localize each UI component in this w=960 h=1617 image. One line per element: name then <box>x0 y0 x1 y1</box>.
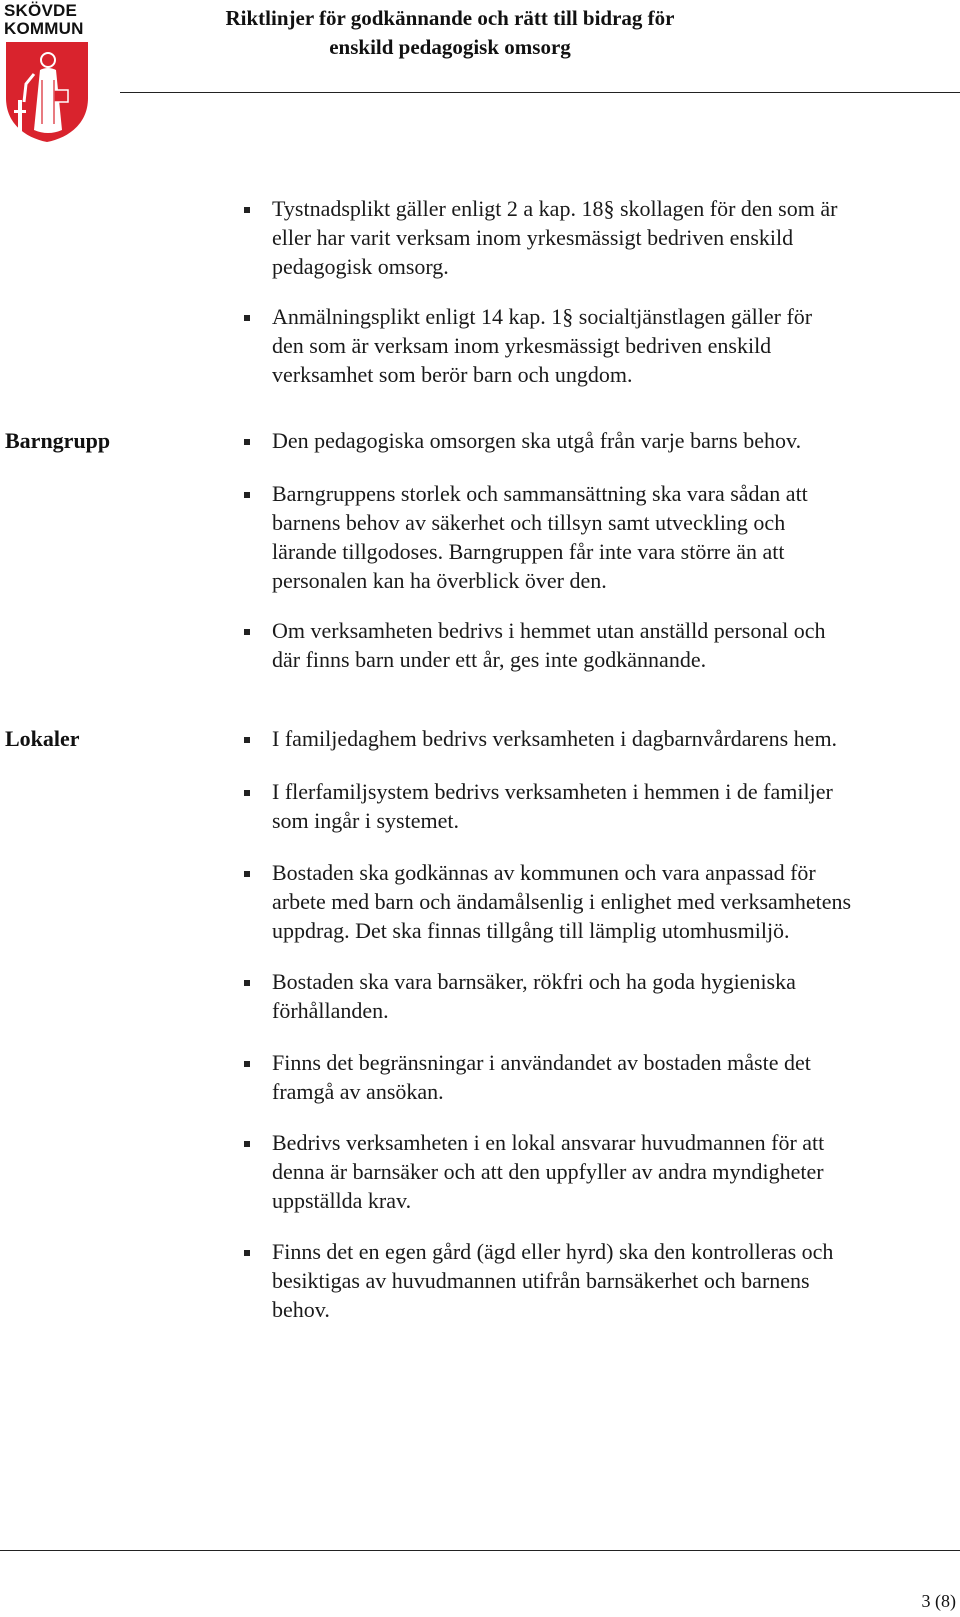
section-heading-barngrupp: Barngrupp <box>5 428 111 453</box>
bullet-marker <box>244 207 250 213</box>
title-line-2: enskild pedagogisk omsorg <box>329 35 571 59</box>
bullet-marker <box>244 1250 250 1256</box>
list-item: Bostaden ska vara barnsäker, rökfri och ha goda hygieniska förhållanden. <box>272 969 796 1023</box>
coat-of-arms-icon <box>4 40 90 144</box>
bullet-marker <box>244 790 250 796</box>
logo-line-2: KOMMUN <box>4 19 84 38</box>
bullet-marker <box>244 492 250 498</box>
bullet-marker <box>244 871 250 877</box>
bullet-marker <box>244 315 250 321</box>
document-title <box>120 4 780 62</box>
list-item: Om verksamheten bedrivs i hemmet utan anställd personal och där finns barn under ett år, ges inte godkännande. <box>272 618 826 672</box>
logo-line-1: SKÖVDE <box>4 1 77 20</box>
footer-divider <box>0 1550 960 1551</box>
list-item: Finns det begränsningar i användandet av bostaden måste det framgå av ansökan. <box>272 1050 811 1104</box>
list-item: Bostaden ska godkännas av kommunen och vara anpassad för arbete med barn och ändamålsenlig i enlighet med verksamhetens uppdrag. Det ska finnas tillgång till lämplig utomhusmiljö. <box>272 860 852 943</box>
list-item: I flerfamiljsystem bedrivs verksamheten i hemmen i de familjer som ingår i systemet. <box>272 779 833 833</box>
list-item: Anmälningsplikt enligt 14 kap. 1§ socialtjänstlagen gäller för den som är verksam inom yrkesmässigt bedriven enskild verksamhet som berör barn och ungdom. <box>272 304 813 387</box>
page-number: 3 (8) <box>921 1591 956 1611</box>
bullet-marker <box>244 1141 250 1147</box>
list-item: Bedrivs verksamheten i en lokal ansvarar huvudmannen för att denna är barnsäker och att den uppfyller av andra myndigheter uppställda krav. <box>272 1130 825 1213</box>
list-item: Tystnadsplikt gäller enligt 2 a kap. 18§ skollagen för den som är eller har varit verksam inom yrkesmässigt bedriven enskild pedagogisk omsorg. <box>272 196 838 279</box>
list-item: I familjedaghem bedrivs verksamheten i dagbarnvårdarens hem. <box>272 726 838 751</box>
bullet-marker <box>244 629 250 635</box>
section-heading-lokaler: Lokaler <box>5 726 80 751</box>
list-item: Den pedagogiska omsorgen ska utgå från varje barns behov. <box>272 428 802 453</box>
skovde-kommun-logo <box>4 2 92 144</box>
bullet-marker <box>244 980 250 986</box>
bullet-marker <box>244 737 250 743</box>
bullet-marker <box>244 439 250 445</box>
list-item: Barngruppens storlek och sammansättning ska vara sådan att barnens behov av säkerhet och tillsyn samt utveckling och lärande tillgodoses. Barngruppen får inte vara större än att personalen kan ha överblick över den. <box>272 481 808 593</box>
header-divider <box>120 92 960 93</box>
list-item: Finns det en egen gård (ägd eller hyrd) ska den kontrolleras och besiktigas av huvudmannen utifrån barnsäkerhet och barnens behov. <box>272 1239 834 1322</box>
title-line-1: Riktlinjer för godkännande och rätt till bidrag för <box>225 6 675 30</box>
bullet-marker <box>244 1061 250 1067</box>
